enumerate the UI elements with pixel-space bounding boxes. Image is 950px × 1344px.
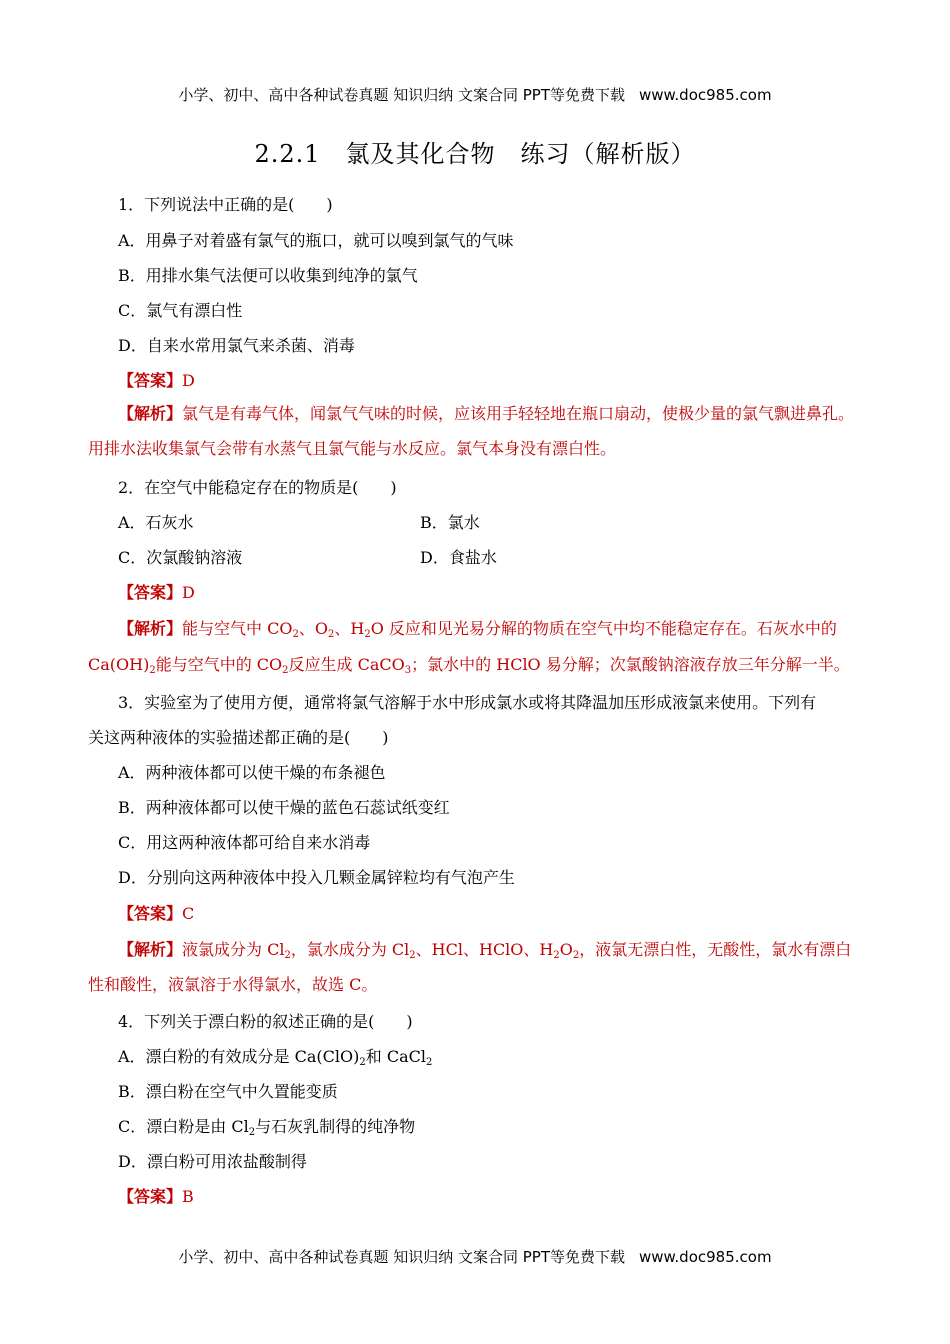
q3-option-d: D．分别向这两种液体中投入几颗金属锌粒均有气泡产生 bbox=[118, 868, 515, 887]
q2-stem: 2．在空气中能稳定存在的物质是( ) bbox=[118, 478, 397, 497]
q4-option-c-text: 与石灰乳制得的纯净物 bbox=[255, 1117, 416, 1136]
subscript: 2 bbox=[248, 1127, 256, 1138]
q3-explanation-line1 bbox=[118, 937, 851, 960]
header-text: 小学、初中、高中各种试卷真题 知识归纳 文案合同 PPT等免费下载 bbox=[178, 86, 625, 104]
q3-answer bbox=[118, 901, 194, 924]
q1-option-c: C．氯气有漂白性 bbox=[118, 301, 243, 320]
subscript: 2 bbox=[553, 950, 560, 961]
q3-expl-text: 、HCl、HClO、H bbox=[415, 940, 554, 959]
q4-answer bbox=[118, 1184, 194, 1207]
q2-expl-text: 能与空气中 CO bbox=[182, 619, 293, 638]
q1-explanation-text: 氯气是有毒气体，闻氯气气味的时候，应该用手轻轻地在瓶口扇动，使极少量的氯气飘进鼻孔。用排水法收集氯气会带有水蒸气且氯气能与水反应。氯气本身没有漂白性。 bbox=[88, 404, 855, 458]
subscript: 2 bbox=[149, 665, 156, 676]
q2-expl-text: 、H bbox=[334, 619, 365, 638]
footer-site-link[interactable]: www.doc985.com bbox=[638, 1248, 772, 1266]
q1-answer bbox=[118, 368, 195, 391]
q2-option-c: C．次氯酸钠溶液 bbox=[118, 548, 243, 567]
subscript: 2 bbox=[292, 629, 299, 640]
q4-stem: 4．下列关于漂白粉的叙述正确的是( ) bbox=[118, 1012, 413, 1031]
q2-option-b: B．氯水 bbox=[420, 513, 480, 532]
q1-option-b: B．用排水集气法便可以收集到纯净的氯气 bbox=[118, 266, 418, 285]
q3-expl-text: 液氯成分为 Cl bbox=[182, 940, 285, 959]
page-footer bbox=[0, 1246, 950, 1267]
q2-answer bbox=[118, 580, 195, 603]
q2-expl-text: 反应生成 CaCO bbox=[288, 655, 405, 674]
q2-expl-text: Ca(OH) bbox=[88, 655, 150, 674]
q4-option-c bbox=[118, 1114, 415, 1137]
q3-explanation-line2: 性和酸性，液氯溶于水得氯水，故选 C。 bbox=[88, 975, 378, 994]
q1-explanation bbox=[88, 396, 866, 466]
explain-tag: 【解析】 bbox=[118, 404, 183, 423]
q4-option-a-text: 和 CaCl bbox=[365, 1047, 426, 1066]
q3-option-b: B．两种液体都可以使干燥的蓝色石蕊试纸变红 bbox=[118, 798, 450, 817]
q4-option-a bbox=[118, 1044, 432, 1067]
q3-stem-line1: 3．实验室为了使用方便，通常将氯气溶解于水中形成氯水或将其降温加压形成液氯来使用。下列有 bbox=[118, 693, 817, 712]
q2-option-d: D．食盐水 bbox=[420, 548, 497, 567]
subscript: 2 bbox=[359, 1057, 366, 1068]
header-site-link[interactable]: www.doc985.com bbox=[638, 86, 772, 104]
q3-option-c: C．用这两种液体都可给自来水消毒 bbox=[118, 833, 371, 852]
q2-expl-text: 、O bbox=[298, 619, 328, 638]
q3-stem-line2: 关这两种液体的实验描述都正确的是( ) bbox=[88, 728, 389, 747]
subscript: 2 bbox=[572, 950, 580, 961]
answer-tag: 【答案】 bbox=[118, 371, 183, 390]
q2-option-a: A．石灰水 bbox=[118, 513, 194, 532]
q3-expl-text: ，液氯无漂白性，无酸性，氯水有漂白 bbox=[579, 940, 852, 959]
q2-explanation-line2 bbox=[88, 652, 850, 675]
page-title: 2.2.1 氯及其化合物 练习（解析版） bbox=[254, 140, 696, 168]
q3-expl-text: O bbox=[559, 940, 573, 959]
answer-tag: 【答案】 bbox=[118, 904, 183, 923]
subscript: 3 bbox=[404, 665, 412, 676]
q2-expl-text: O 反应和见光易分解的物质在空气中均不能稳定存在。石灰水中的 bbox=[370, 619, 837, 638]
q3-option-a: A．两种液体都可以使干燥的布条褪色 bbox=[118, 763, 386, 782]
q3-answer-value: C bbox=[182, 904, 195, 923]
page-header bbox=[0, 84, 950, 105]
q4-answer-value: B bbox=[182, 1187, 194, 1206]
q4-option-b: B．漂白粉在空气中久置能变质 bbox=[118, 1082, 338, 1101]
q1-option-d: D．自来水常用氯气来杀菌、消毒 bbox=[118, 336, 355, 355]
answer-tag: 【答案】 bbox=[118, 1187, 183, 1206]
subscript: 2 bbox=[282, 665, 289, 676]
subscript: 2 bbox=[327, 629, 335, 640]
q3-expl-text: ，氯水成分为 Cl bbox=[290, 940, 410, 959]
q4-option-c-text: C．漂白粉是由 Cl bbox=[118, 1117, 249, 1136]
subscript: 2 bbox=[409, 950, 416, 961]
q4-option-a-text: A．漂白粉的有效成分是 Ca(ClO) bbox=[118, 1047, 360, 1066]
subscript: 2 bbox=[426, 1057, 433, 1068]
q2-answer-value: D bbox=[182, 583, 195, 602]
q1-option-a: A．用鼻子对着盛有氯气的瓶口，就可以嗅到氯气的气味 bbox=[118, 231, 514, 250]
explain-tag: 【解析】 bbox=[118, 619, 183, 638]
q2-expl-text: ；氯水中的 HClO 易分解；次氯酸钠溶液存放三年分解一半。 bbox=[411, 655, 850, 674]
subscript: 2 bbox=[284, 950, 291, 961]
answer-tag: 【答案】 bbox=[118, 583, 183, 602]
footer-text: 小学、初中、高中各种试卷真题 知识归纳 文案合同 PPT等免费下载 bbox=[178, 1248, 625, 1266]
subscript: 2 bbox=[364, 629, 371, 640]
q2-explanation-line1 bbox=[118, 616, 837, 639]
q2-expl-text: 能与空气中的 CO bbox=[155, 655, 283, 674]
explain-tag: 【解析】 bbox=[118, 940, 183, 959]
q4-option-d: D．漂白粉可用浓盐酸制得 bbox=[118, 1152, 307, 1171]
q1-answer-value: D bbox=[182, 371, 195, 390]
q1-stem: 1．下列说法中正确的是( ) bbox=[118, 195, 333, 214]
